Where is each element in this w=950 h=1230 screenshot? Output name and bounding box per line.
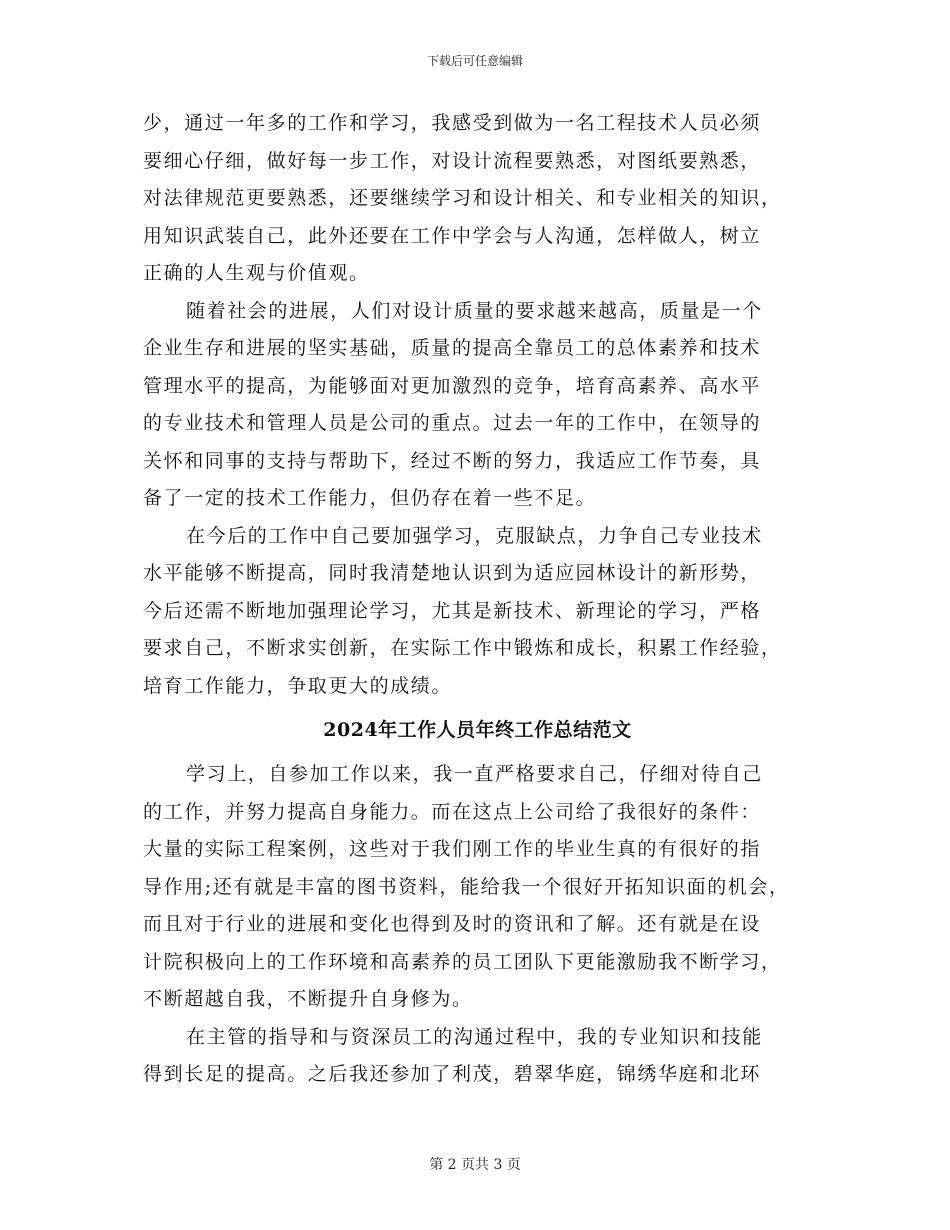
text-line: 学习上，自参加工作以来，我一直严格要求自己，仔细对待自己 bbox=[186, 763, 763, 785]
text-line: 要求自己，不断求实创新，在实际工作中锻炼和成长，积累工作经验， bbox=[143, 637, 782, 659]
text-line: 的专业技术和管理人员是公司的重点。过去一年的工作中，在领导的 bbox=[143, 412, 762, 434]
text-line: 少，通过一年多的工作和学习，我感受到做为一名工程技术人员必须 bbox=[143, 112, 762, 134]
paragraph-2 bbox=[143, 293, 808, 518]
paragraph-3 bbox=[143, 518, 808, 706]
text-line: 不断超越自我，不断提升自身修为。 bbox=[143, 988, 473, 1010]
text-line: 在今后的工作中自己要加强学习，克服缺点，力争自己专业技术 bbox=[186, 524, 763, 547]
text-line: 大量的实际工程案例，这些对于我们刚工作的毕业生真的有很好的指 bbox=[143, 838, 762, 860]
paragraph-5 bbox=[143, 1019, 808, 1094]
text-line: 在主管的指导和与资深员工的沟通过程中，我的专业知识和技能 bbox=[186, 1025, 763, 1048]
text-line: 得到长足的提高。之后我还参加了利茂，碧翠华庭，锦绣华庭和北环 bbox=[143, 1063, 762, 1085]
page-footer: 第 2 页共 3 页 bbox=[429, 1157, 521, 1173]
text-line: 要细心仔细，做好每一步工作，对设计流程要熟悉，对图纸要熟悉， bbox=[143, 149, 762, 172]
text-line: 导作用;还有就是丰富的图书资料，能给我一个很好开拓知识面的机会， bbox=[143, 875, 790, 898]
text-line: 而且对于行业的进展和变化也得到及时的资讯和了解。还有就是在设 bbox=[143, 913, 762, 935]
text-line: 今后还需不断地加强理论学习，尤其是新技术、新理论的学习，严格 bbox=[143, 599, 762, 622]
text-line: 用知识武装自己，此外还要在工作中学会与人沟通，怎样做人，树立 bbox=[143, 224, 762, 247]
text-line: 管理水平的提高，为能够面对更加激烈的竞争，培育高素养、高水平 bbox=[143, 374, 762, 397]
text-line: 的工作，并努力提高自身能力。而在这点上公司给了我很好的条件： bbox=[143, 800, 762, 823]
section-title: 2024年工作人员年终工作总结范文 bbox=[323, 719, 632, 741]
paragraph-1 bbox=[143, 105, 808, 293]
text-line: 关怀和同事的支持与帮助下，经过不断的努力，我适应工作节奏，具 bbox=[143, 449, 762, 472]
text-line: 企业生存和进展的坚实基础，质量的提高全靠员工的总体素养和技术 bbox=[143, 337, 762, 359]
text-line: 培育工作能力，争取更大的成绩。 bbox=[143, 674, 453, 697]
text-line: 备了一定的技术工作能力，但仍存在着一些不足。 bbox=[143, 487, 597, 509]
text-line: 计院积极向上的工作环境和高素养的员工团队下更能激励我不断学习， bbox=[143, 950, 782, 973]
text-line: 随着社会的进展，人们对设计质量的要求越来越高，质量是一个 bbox=[186, 299, 763, 322]
text-line: 正确的人生观与价值观。 bbox=[143, 262, 370, 284]
paragraph-4 bbox=[143, 756, 808, 1019]
document-body bbox=[143, 105, 808, 1094]
text-line: 对法律规范更要熟悉，还要继续学习和设计相关、和专业相关的知识， bbox=[143, 187, 782, 209]
page-header: 下载后可任意编辑 bbox=[426, 54, 523, 68]
text-line: 水平能够不断提高，同时我清楚地认识到为适应园林设计的新形势， bbox=[143, 562, 762, 584]
